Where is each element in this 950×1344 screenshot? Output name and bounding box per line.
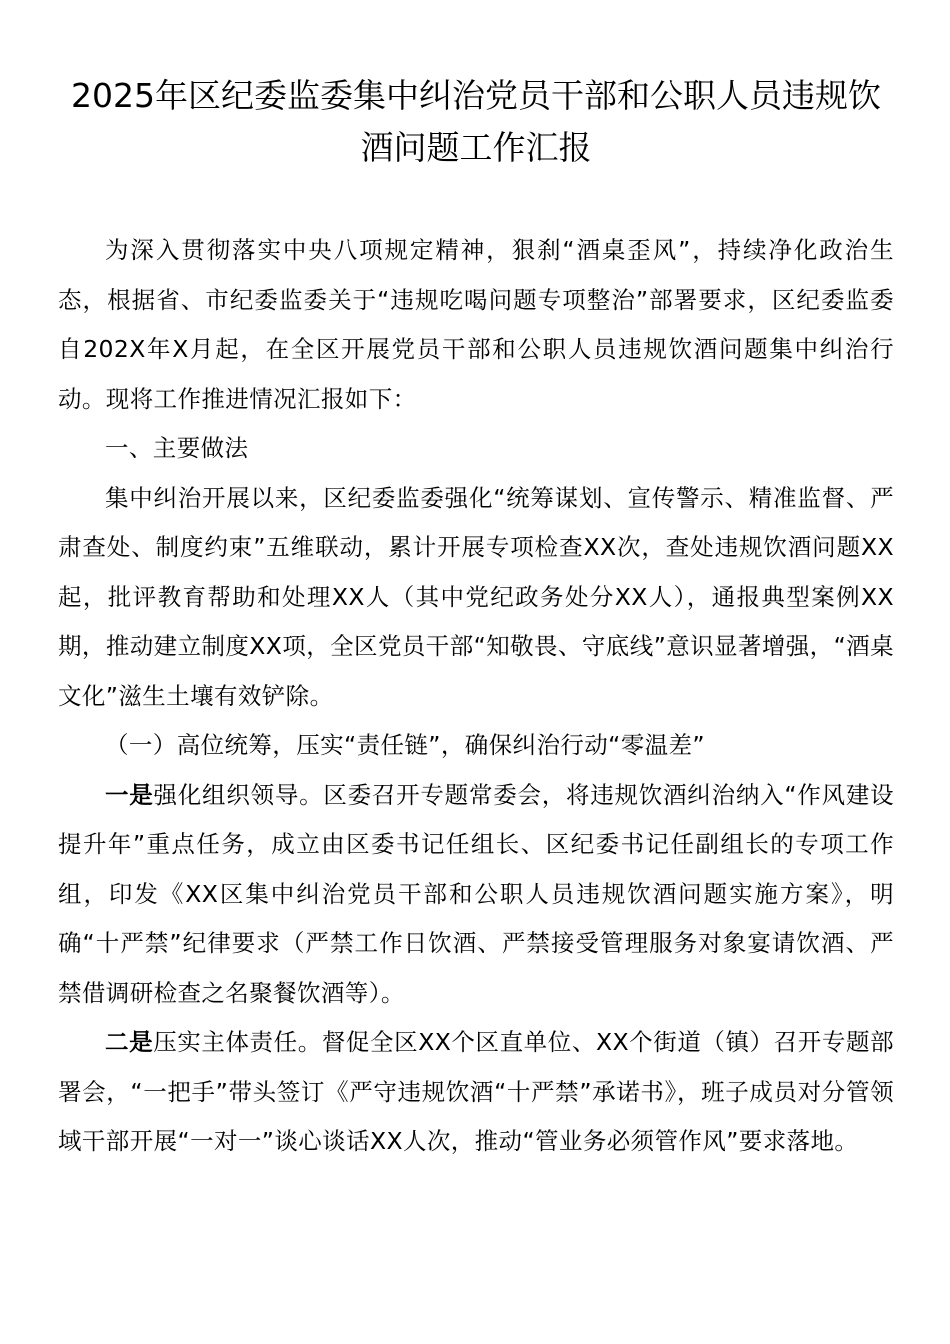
paragraph-lead: 二是: [105, 1028, 154, 1056]
intro-paragraph: [58, 226, 894, 424]
paragraph-text: 强化组织领导。区委召开专题常委会，将违规饮酒纠治纳入“作风建设提升年”重点任务，成立由区委书记任组长、区纪委书记任副组长的专项工作组，印发《XX区集中纠治党员干部和公职人员违规饮酒问题实施方案》，明确“十严禁”纪律要求（严禁工作日饮酒、严禁接受管理服务对象宴请饮酒、严禁借调研检查之名聚餐饮酒等）。: [58, 780, 894, 1007]
paragraph-text: 一、主要做法: [105, 434, 249, 462]
document-body: [58, 226, 894, 1167]
paragraph-text: 集中纠治开展以来，区纪委监委强化“统筹谋划、宣传警示、精准监督、严肃查处、制度约束”五维联动，累计开展专项检查XX次，查处违规饮酒问题XX起，批评教育帮助和处理XX人（其中党纪政务处分XX人），通报典型案例XX期，推动建立制度XX项，全区党员干部“知敬畏、守底线”意识显著增强，“酒桌文化”滋生土壤有效铲除。: [58, 483, 894, 710]
point-one-paragraph: [58, 771, 894, 1019]
section-heading: [58, 424, 894, 474]
paragraph-lead: 一是: [105, 780, 154, 809]
document-title: 2025年区纪委监委集中纠治党员干部和公职人员违规饮酒问题工作汇报: [71, 76, 881, 167]
summary-paragraph: [58, 474, 894, 722]
paragraph-text: （一）高位统筹，压实“责任链”，确保纠治行动“零温差”: [105, 731, 705, 759]
point-two-paragraph: [58, 1018, 894, 1167]
paragraph-text: 为深入贯彻落实中央八项规定精神，狠刹“酒桌歪风”，持续净化政治生态，根据省、市纪委监委关于“违规吃喝问题专项整治”部署要求，区纪委监委自202X年X月起，在全区开展党员干部和公职人员违规饮酒问题集中纠治行动。现将工作推进情况汇报如下：: [58, 236, 894, 413]
paragraph-text: 压实主体责任。督促全区XX个区直单位、XX个街道（镇）召开专题部署会，“一把手”带头签订《严守违规饮酒“十严禁”承诺书》，班子成员对分管领域干部开展“一对一”谈心谈话XX人次，推动“管业务必须管作风”要求落地。: [58, 1028, 894, 1155]
subsection-heading: [58, 721, 894, 771]
